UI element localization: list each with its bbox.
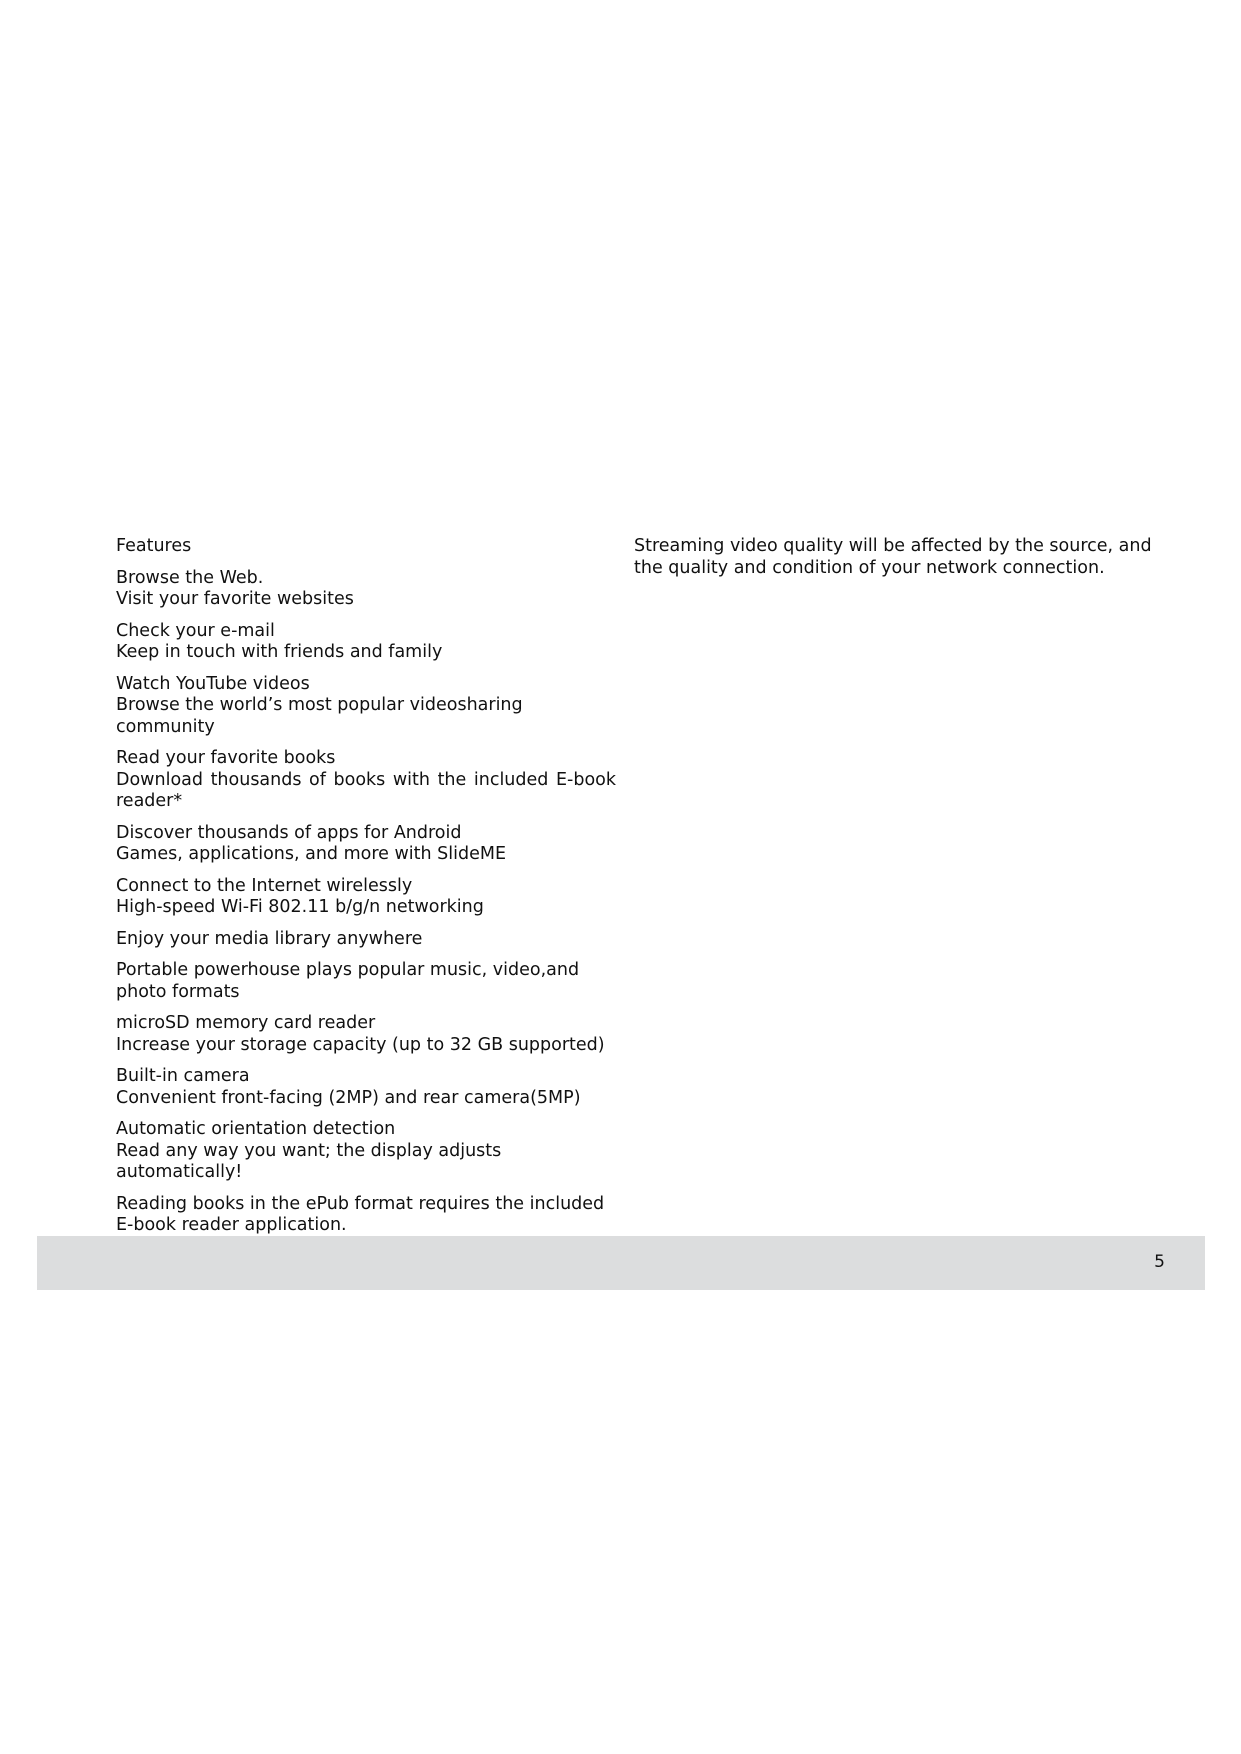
feature-title: Browse the Web. — [116, 567, 264, 588]
feature-description: High-speed Wi-Fi 802.11 b/g/n networking — [116, 897, 484, 917]
feature-item — [116, 876, 616, 919]
feature-title: Read your favorite books — [116, 748, 336, 768]
feature-item — [116, 929, 616, 951]
feature-title: Watch YouTube videos — [116, 673, 310, 694]
feature-item — [116, 621, 616, 664]
feature-item — [116, 674, 616, 739]
feature-description: Read any way you want; the display adjusts automatically! — [116, 1140, 502, 1182]
feature-description: Browse the world’s most popular videosharing community — [116, 695, 523, 737]
feature-title: Built-in camera — [116, 1066, 250, 1086]
features-column — [116, 536, 616, 1247]
feature-title: Connect to the Internet wirelessly — [116, 875, 413, 896]
feature-title: microSD memory card reader — [116, 1013, 376, 1033]
feature-item — [116, 960, 616, 1003]
feature-item — [116, 1119, 616, 1184]
feature-title: Portable powerhouse plays popular music, video,and photo formats — [116, 960, 580, 1002]
footnote: Reading books in the ePub format requires the included E-book reader application. — [116, 1193, 605, 1235]
feature-item — [116, 823, 616, 866]
feature-description: Visit your favorite websites — [116, 589, 354, 609]
feature-item — [116, 1013, 616, 1056]
footer-band — [37, 1236, 1205, 1290]
feature-title: Enjoy your media library anywhere — [116, 928, 423, 949]
feature-item — [116, 748, 616, 813]
feature-title: Discover thousands of apps for Android — [116, 822, 462, 843]
streaming-note-column — [634, 536, 1154, 579]
streaming-note: Streaming video quality will be affected by the source, and the quality and condition of your network connection. — [634, 536, 1152, 578]
feature-title: Check your e-mail — [116, 620, 275, 641]
page-number: 5 — [1154, 1252, 1165, 1272]
feature-description: Download thousands of books with the included E-book reader* — [116, 769, 616, 811]
feature-item — [116, 1066, 616, 1109]
feature-title: Automatic orientation detection — [116, 1119, 396, 1139]
features-heading: Features — [116, 536, 192, 556]
feature-description: Increase your storage capacity (up to 32 GB supported) — [116, 1034, 605, 1055]
feature-item — [116, 568, 616, 611]
feature-description: Keep in touch with friends and family — [116, 642, 443, 662]
feature-description: Convenient front-facing (2MP) and rear camera(5MP) — [116, 1087, 581, 1108]
feature-description: Games, applications, and more with SlideME — [116, 844, 507, 864]
